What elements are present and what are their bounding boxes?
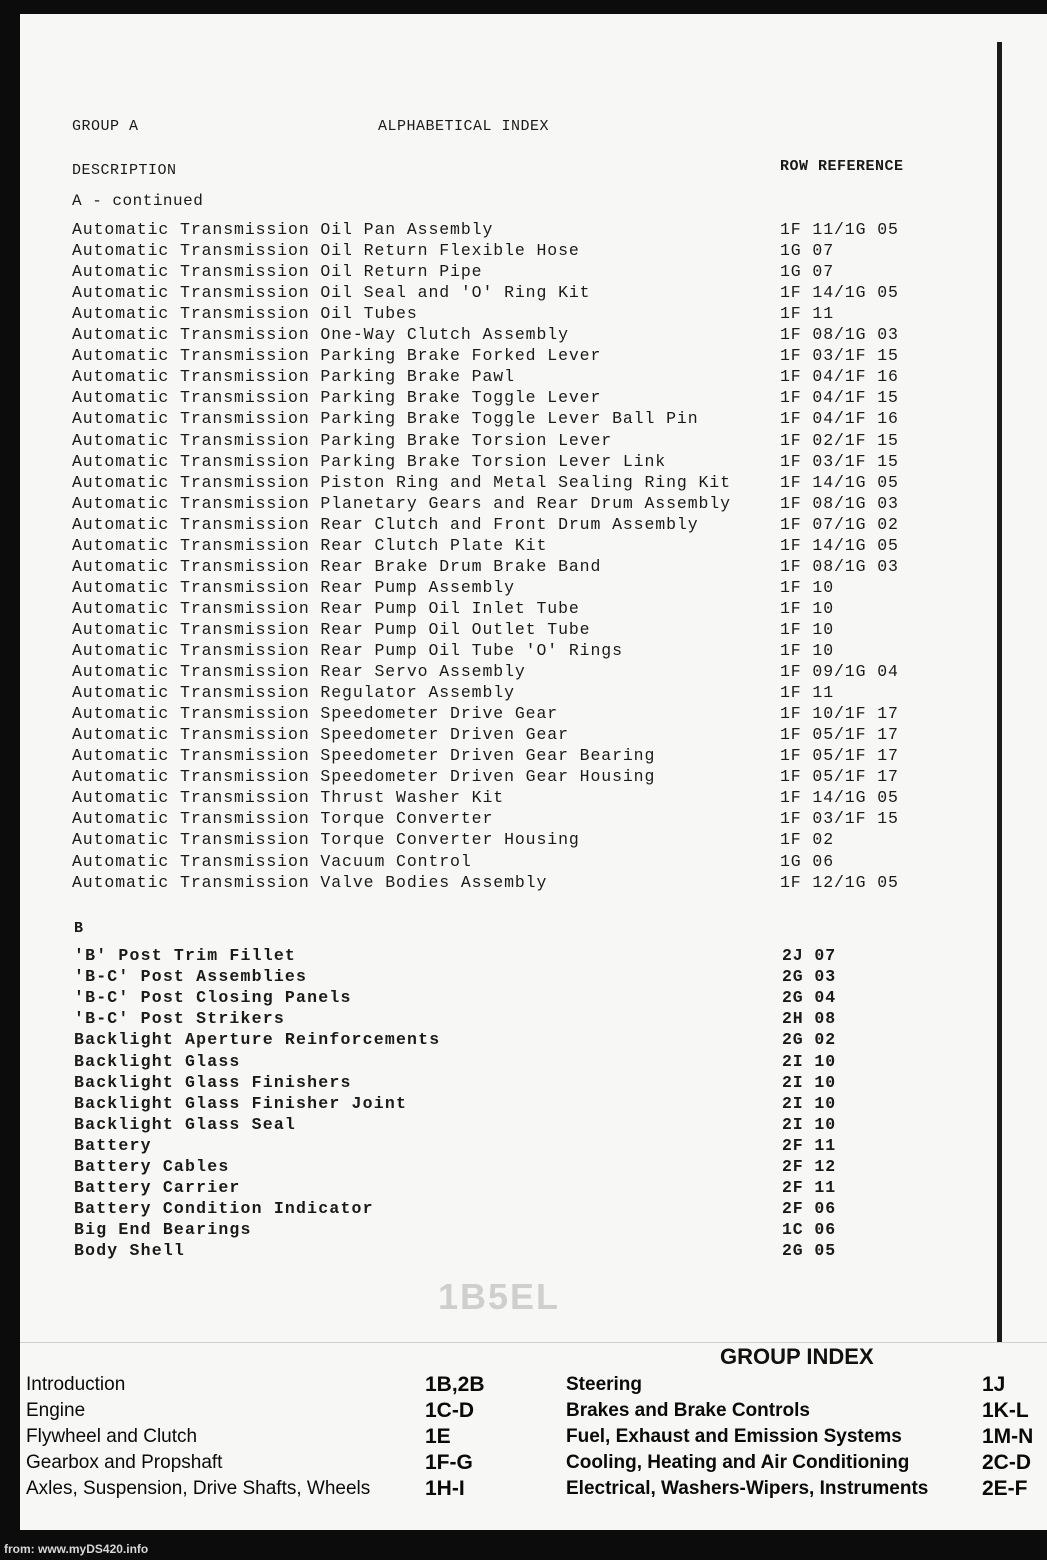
group-index-code: 1E bbox=[425, 1425, 451, 1448]
index-row-reference: 1F 10 bbox=[780, 598, 835, 618]
group-index-label: Electrical, Washers-Wipers, Instruments bbox=[566, 1478, 929, 1499]
index-row-description: Battery bbox=[74, 1135, 152, 1155]
index-row-reference: 2F 11 bbox=[782, 1178, 837, 1198]
group-index-code: 1M-N bbox=[982, 1425, 1034, 1448]
index-row-reference: 1F 11 bbox=[780, 683, 835, 703]
index-row bbox=[72, 1199, 932, 1220]
index-row bbox=[72, 620, 932, 641]
group-index-code: 1B,2B bbox=[425, 1373, 485, 1396]
index-row bbox=[72, 304, 932, 325]
index-row bbox=[72, 578, 932, 599]
index-row bbox=[72, 1136, 932, 1157]
index-row-reference: 1F 14/1G 05 bbox=[780, 472, 899, 492]
index-row-description: Automatic Transmission Vacuum Control bbox=[72, 851, 472, 871]
index-row-reference: 1F 14/1G 05 bbox=[780, 535, 899, 555]
index-row-reference: 1F 14/1G 05 bbox=[780, 283, 899, 303]
index-row-description: Automatic Transmission Rear Clutch Plate Kit bbox=[72, 535, 548, 555]
index-row bbox=[72, 599, 932, 620]
index-row bbox=[72, 1030, 932, 1051]
index-row-reference: 1F 08/1G 03 bbox=[780, 556, 899, 576]
index-row-description: 'B' Post Trim Fillet bbox=[74, 946, 297, 965]
group-index-title: GROUP INDEX bbox=[720, 1344, 874, 1369]
index-row bbox=[72, 967, 932, 988]
index-row-reference: 1F 05/1F 17 bbox=[780, 725, 899, 745]
index-row-description: Automatic Transmission Parking Brake Toggle Lever Ball Pin bbox=[72, 409, 699, 429]
index-row bbox=[72, 262, 932, 283]
index-row-description: Automatic Transmission Parking Brake Toggle Lever bbox=[72, 388, 602, 408]
index-row-description: Battery Condition Indicator bbox=[74, 1199, 374, 1219]
group-index-label: Steering bbox=[566, 1374, 643, 1395]
index-row-reference: 1F 10/1F 17 bbox=[780, 704, 899, 724]
index-row bbox=[72, 988, 932, 1009]
index-row-description: Automatic Transmission Oil Seal and 'O' Ring Kit bbox=[72, 283, 591, 303]
index-row-description: Automatic Transmission Valve Bodies Assembly bbox=[72, 872, 548, 892]
index-row-description: Automatic Transmission Oil Tubes bbox=[72, 304, 418, 324]
index-row-reference: 1F 11 bbox=[780, 304, 835, 324]
index-row-description: Automatic Transmission Parking Brake Forked Lever bbox=[72, 346, 602, 366]
index-row-description: Automatic Transmission Oil Pan Assembly bbox=[72, 220, 494, 239]
index-row-reference: 1F 05/1F 17 bbox=[780, 767, 899, 787]
index-row-reference: 1F 12/1G 05 bbox=[780, 872, 899, 892]
index-row-reference: 1F 07/1G 02 bbox=[780, 514, 899, 534]
index-row-reference: 2H 08 bbox=[782, 1009, 837, 1029]
index-row-reference: 1F 03/1F 15 bbox=[780, 809, 899, 829]
index-row bbox=[72, 662, 932, 683]
index-row bbox=[72, 1220, 932, 1241]
index-row bbox=[72, 1073, 932, 1094]
index-row-reference: 1F 09/1G 04 bbox=[780, 662, 899, 682]
index-row-reference: 1F 08/1G 03 bbox=[780, 325, 899, 345]
index-row-reference: 1C 06 bbox=[782, 1220, 837, 1240]
index-row-description: Automatic Transmission Parking Brake Torsion Lever Link bbox=[72, 451, 667, 471]
index-row bbox=[72, 515, 932, 536]
index-row-description: Automatic Transmission Rear Pump Oil Inlet Tube bbox=[72, 598, 580, 618]
index-row-reference: 2F 06 bbox=[782, 1199, 837, 1219]
index-row-description: Backlight Glass Finisher Joint bbox=[74, 1093, 408, 1113]
index-row-description: Automatic Transmission Rear Servo Assembly bbox=[72, 662, 526, 682]
index-row bbox=[72, 1115, 932, 1136]
index-row bbox=[72, 725, 932, 746]
page-divider-bar bbox=[997, 42, 1002, 1342]
index-row-reference: 2J 07 bbox=[782, 946, 837, 965]
index-row-reference: 1G 06 bbox=[780, 851, 835, 871]
index-row-reference: 2I 10 bbox=[782, 1114, 837, 1134]
index-row bbox=[72, 873, 932, 894]
index-row-description: Automatic Transmission Planetary Gears and Rear Drum Assembly bbox=[72, 493, 731, 513]
index-row-reference: 2I 10 bbox=[782, 1093, 837, 1113]
row-reference-column-header: ROW REFERENCE bbox=[780, 158, 904, 175]
group-index-label: Flywheel and Clutch bbox=[26, 1426, 198, 1447]
group-index-code: 2C-D bbox=[982, 1451, 1032, 1474]
index-row bbox=[72, 1157, 932, 1178]
index-row-reference: 1F 10 bbox=[780, 577, 835, 597]
source-footer: from: www.myDS420.info bbox=[4, 1542, 149, 1556]
index-row-reference: 1F 10 bbox=[780, 641, 835, 660]
index-row-description: Automatic Transmission Piston Ring and Metal Sealing Ring Kit bbox=[72, 472, 731, 492]
index-row-description: Automatic Transmission Torque Converter Housing bbox=[72, 830, 580, 850]
index-row bbox=[72, 367, 932, 388]
index-row-reference: 1F 03/1F 15 bbox=[780, 451, 899, 471]
index-row bbox=[72, 1009, 932, 1030]
index-row bbox=[72, 494, 932, 515]
index-row-reference: 2I 10 bbox=[782, 1051, 837, 1071]
index-row bbox=[72, 346, 932, 367]
page-title: ALPHABETICAL INDEX bbox=[378, 118, 550, 135]
index-row-reference: 1F 02/1F 15 bbox=[780, 430, 899, 450]
index-row-reference: 1F 02 bbox=[780, 830, 835, 850]
index-row bbox=[72, 809, 932, 830]
faded-stamp: 1B5EL bbox=[438, 1276, 561, 1317]
index-row bbox=[72, 683, 932, 704]
group-index-code: 2E-F bbox=[982, 1477, 1028, 1500]
index-row-description: Automatic Transmission Parking Brake Torsion Lever bbox=[72, 430, 613, 450]
index-row-description: Backlight Glass Finishers bbox=[74, 1072, 352, 1092]
index-row-reference: 1F 04/1F 15 bbox=[780, 388, 899, 408]
index-row bbox=[72, 1052, 932, 1073]
group-index-label: Gearbox and Propshaft bbox=[26, 1452, 223, 1473]
index-row-reference: 2G 04 bbox=[782, 988, 837, 1008]
index-row bbox=[72, 431, 932, 452]
index-row bbox=[72, 852, 932, 873]
index-row-reference: 1F 14/1G 05 bbox=[780, 788, 899, 808]
index-row-description: Backlight Aperture Reinforcements bbox=[74, 1030, 441, 1050]
index-row-description: 'B-C' Post Strikers bbox=[74, 1009, 285, 1029]
index-row-description: 'B-C' Post Closing Panels bbox=[74, 988, 352, 1008]
index-row-description: Automatic Transmission One-Way Clutch Assembly bbox=[72, 325, 569, 345]
index-row-description: Big End Bearings bbox=[74, 1220, 252, 1240]
index-row-description: Automatic Transmission Rear Pump Assembly bbox=[72, 577, 515, 597]
index-row-reference: 1F 05/1F 17 bbox=[780, 746, 899, 766]
group-index-code: 1F-G bbox=[425, 1451, 473, 1474]
group-index-code: 1J bbox=[982, 1373, 1006, 1396]
index-row bbox=[72, 409, 932, 430]
index-row-reference: 1G 07 bbox=[780, 241, 835, 261]
index-row bbox=[72, 1241, 932, 1262]
index-row-reference: 2G 02 bbox=[782, 1030, 837, 1050]
index-row-description: Automatic Transmission Rear Clutch and Front Drum Assembly bbox=[72, 514, 699, 534]
index-row bbox=[72, 473, 932, 494]
group-index-code: 1H-I bbox=[425, 1477, 465, 1500]
index-row-description: Automatic Transmission Rear Pump Oil Outlet Tube bbox=[72, 619, 591, 639]
index-row-description: Automatic Transmission Parking Brake Pawl bbox=[72, 367, 515, 387]
index-row bbox=[72, 641, 932, 662]
index-row bbox=[72, 283, 932, 304]
index-row-reference: 1F 03/1F 15 bbox=[780, 346, 899, 366]
index-row-description: Automatic Transmission Speedometer Driven Gear Bearing bbox=[72, 746, 656, 766]
index-row-reference: 1F 04/1F 16 bbox=[780, 367, 899, 387]
index-row-description: Automatic Transmission Torque Converter bbox=[72, 809, 494, 829]
index-row bbox=[72, 388, 932, 409]
index-row-description: Automatic Transmission Oil Return Pipe bbox=[72, 262, 483, 282]
group-index-label: Brakes and Brake Controls bbox=[566, 1400, 810, 1421]
index-row-description: Automatic Transmission Speedometer Driven Gear Housing bbox=[72, 767, 656, 787]
group-index-label: Cooling, Heating and Air Conditioning bbox=[566, 1452, 910, 1473]
index-row-description: Automatic Transmission Rear Pump Oil Tube 'O' Rings bbox=[72, 641, 623, 660]
group-index-code: 1K-L bbox=[982, 1399, 1029, 1422]
index-row-description: Automatic Transmission Rear Brake Drum Brake Band bbox=[72, 556, 602, 576]
group-index-label: Engine bbox=[26, 1400, 86, 1421]
section-b-label: B bbox=[74, 920, 84, 937]
index-row-reference: 2F 11 bbox=[782, 1135, 837, 1155]
index-row bbox=[72, 1094, 932, 1115]
index-row-description: Automatic Transmission Regulator Assembly bbox=[72, 683, 515, 703]
index-row-reference: 2F 12 bbox=[782, 1157, 837, 1176]
index-row bbox=[72, 1178, 932, 1199]
index-row-description: Automatic Transmission Oil Return Flexible Hose bbox=[72, 241, 580, 261]
section-a-continued-label: A - continued bbox=[72, 192, 204, 210]
group-index-rule bbox=[20, 1342, 1047, 1343]
index-row-reference: 1F 04/1F 16 bbox=[780, 409, 899, 429]
group-index-code: 1C-D bbox=[425, 1399, 475, 1422]
index-row-description: Backlight Glass bbox=[74, 1051, 241, 1071]
index-row-description: Automatic Transmission Speedometer Drive Gear bbox=[72, 704, 559, 724]
index-row bbox=[72, 746, 932, 767]
index-row bbox=[72, 241, 932, 262]
index-row-description: Battery Carrier bbox=[74, 1178, 241, 1198]
index-row bbox=[72, 557, 932, 578]
group-index-label: Fuel, Exhaust and Emission Systems bbox=[566, 1426, 902, 1447]
index-row bbox=[72, 220, 932, 241]
index-row-reference: 2G 05 bbox=[782, 1241, 837, 1261]
index-row bbox=[72, 536, 932, 557]
index-row-description: 'B-C' Post Assemblies bbox=[74, 967, 308, 987]
index-row-reference: 2I 10 bbox=[782, 1072, 837, 1092]
index-row bbox=[72, 452, 932, 473]
description-column-header: DESCRIPTION bbox=[72, 162, 177, 179]
index-row-reference: 1G 07 bbox=[780, 262, 835, 282]
index-row-reference: 1F 08/1G 03 bbox=[780, 493, 899, 513]
index-row bbox=[72, 830, 932, 851]
index-row-description: Battery Cables bbox=[74, 1157, 230, 1176]
index-row bbox=[72, 704, 932, 725]
index-row bbox=[72, 788, 932, 809]
index-row bbox=[72, 325, 932, 346]
microfiche-page bbox=[20, 14, 1047, 1530]
index-row-reference: 1F 10 bbox=[780, 619, 835, 639]
index-row bbox=[72, 946, 932, 967]
index-row-description: Automatic Transmission Thrust Washer Kit bbox=[72, 788, 505, 808]
index-row-description: Backlight Glass Seal bbox=[74, 1114, 297, 1134]
index-row bbox=[72, 767, 932, 788]
index-row-reference: 1F 11/1G 05 bbox=[780, 220, 899, 239]
index-row-description: Body Shell bbox=[74, 1241, 186, 1261]
index-row-description: Automatic Transmission Speedometer Driven Gear bbox=[72, 725, 569, 745]
group-label: GROUP A bbox=[72, 118, 139, 135]
group-index-label: Axles, Suspension, Drive Shafts, Wheels bbox=[26, 1478, 371, 1499]
index-row-reference: 2G 03 bbox=[782, 967, 837, 987]
group-index-label: Introduction bbox=[26, 1374, 126, 1395]
